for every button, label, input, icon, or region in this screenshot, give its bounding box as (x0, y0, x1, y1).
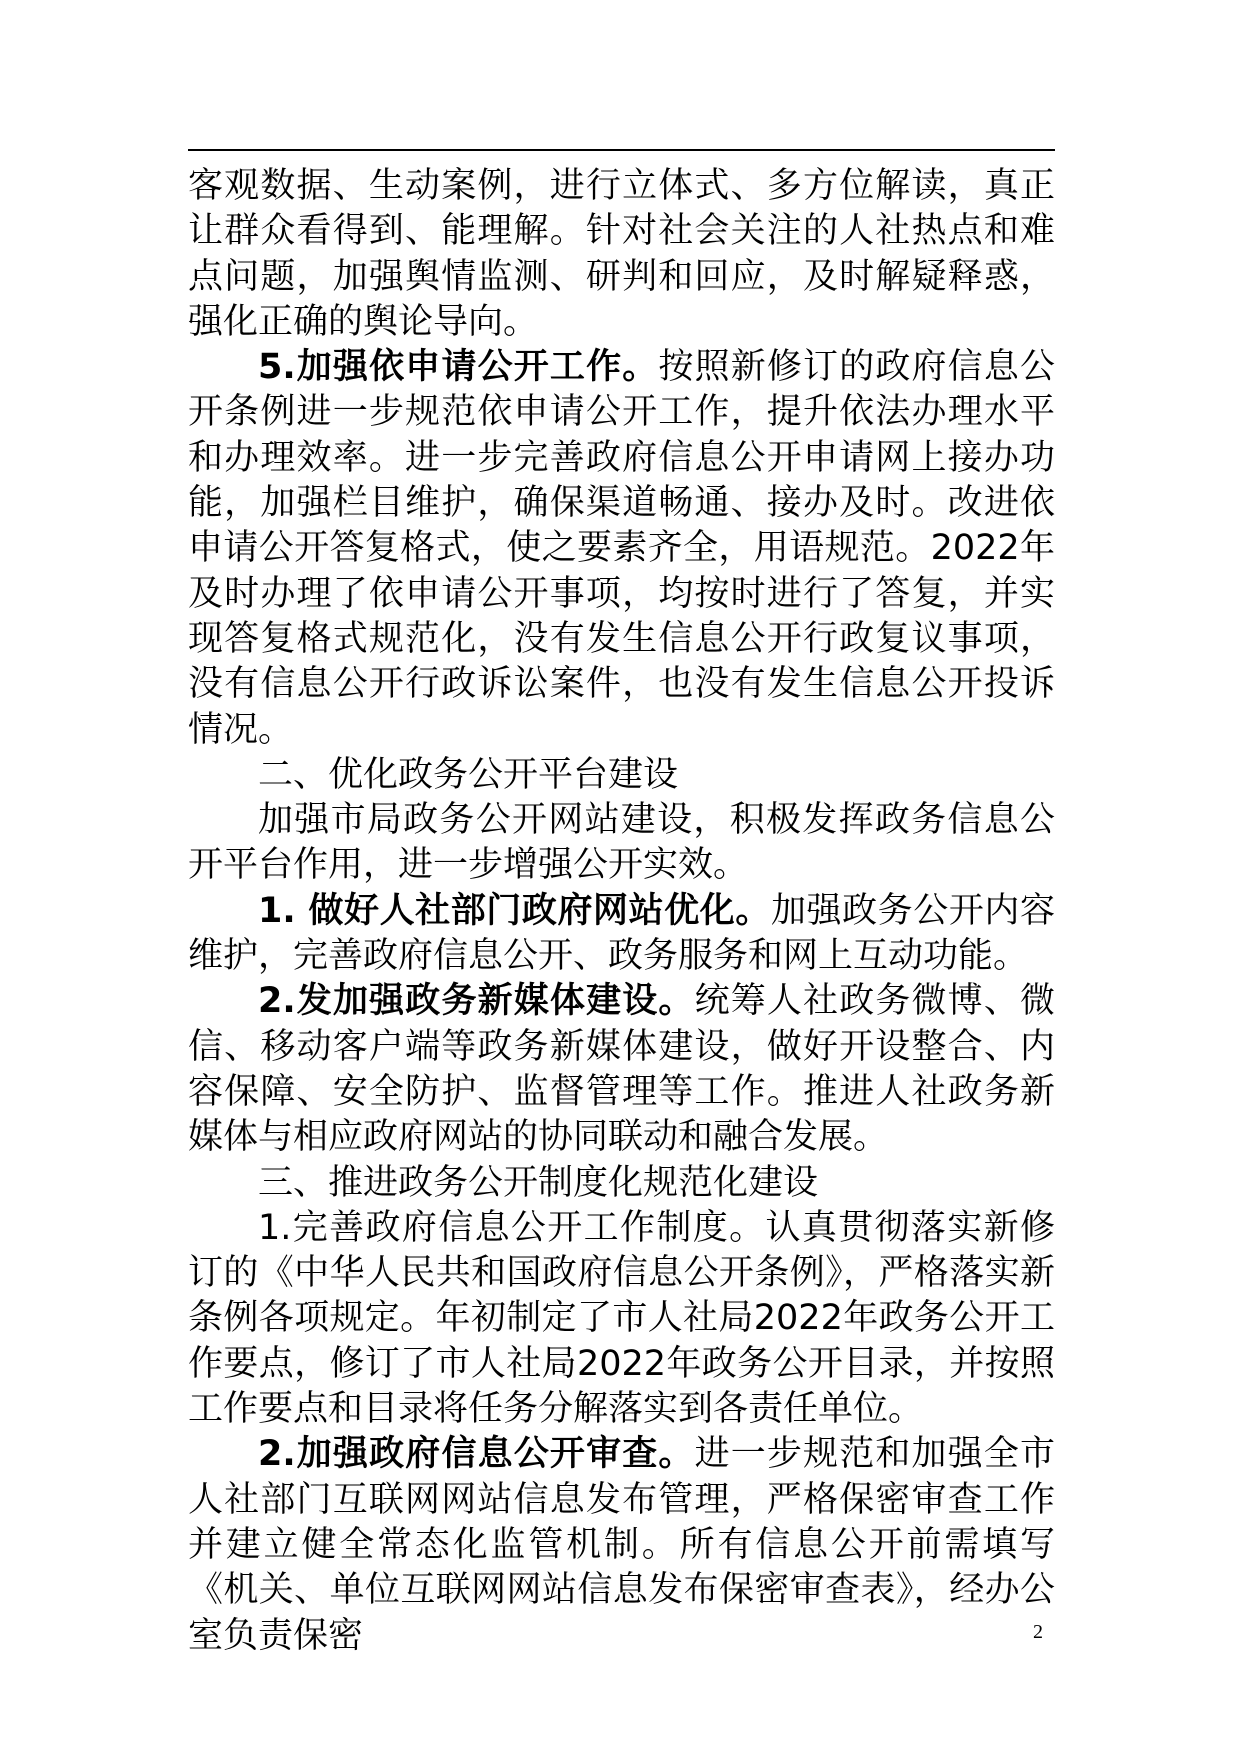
paragraph-6-text: 统筹人社政务微博、微信、移动客户端等政务新媒体建设，做好开设整合、内容保障、安全防护、监督管理等工作。推进人社政务新媒体与相应政府网站的协同联动和融合发展。 (188, 981, 1055, 1158)
paragraph-2-heading: 5.加强依申请公开工作。 (258, 347, 659, 388)
section-heading-3-text: 三、推进政务公开制度化规范化建设 (258, 1162, 819, 1203)
paragraph-4 (188, 798, 1055, 889)
paragraph-5-heading: 1. 做好人社部门政府网站优化。 (258, 890, 771, 931)
header-rule (188, 149, 1055, 151)
section-heading-2-text: 二、优化政务公开平台建设 (258, 754, 679, 795)
paragraph-2 (188, 345, 1055, 753)
paragraph-2-text: 按照新修订的政府信息公开条例进一步规范依申请公开工作，提升依法办理水平和办理效率。进一步完善政府信息公开申请网上接办功能，加强栏目维护，确保渠道畅通、接办及时。改进依申请公开答复格式，使之要素齐全，用语规范。2022年及时办理了依申请公开事项，均按时进行了答复，并实现答复格式规范化，没有发生信息公开行政复议事项，没有信息公开行政诉讼案件，也没有发生信息公开投诉情况。 (188, 347, 1055, 750)
paragraph-9-heading: 2.加强政府信息公开审查。 (258, 1434, 695, 1475)
paragraph-9 (188, 1432, 1055, 1658)
paragraph-9-text: 进一步规范和加强全市人社部门互联网网站信息发布管理，严格保密审查工作并建立健全常态化监管机制。所有信息公开前需填写《机关、单位互联网网站信息发布保密审查表》，经办公室负责保密 (188, 1434, 1055, 1656)
paragraph-4-text: 加强市局政务公开网站建设，积极发挥政务信息公开平台作用，进一步增强公开实效。 (188, 800, 1055, 886)
section-heading-2 (188, 753, 1055, 798)
paragraph-5 (188, 889, 1055, 980)
paragraph-8 (188, 1206, 1055, 1432)
paragraph-6 (188, 979, 1055, 1160)
page-number: 2 (1033, 1621, 1043, 1643)
paragraph-1-text: 客观数据、生动案例，进行立体式、多方位解读，真正让群众看得到、能理解。针对社会关注的人社热点和难点问题，加强舆情监测、研判和回应，及时解疑释惑，强化正确的舆论导向。 (188, 166, 1055, 342)
paragraph-6-heading: 2.发加强政务新媒体建设。 (258, 981, 695, 1022)
paragraph-5-text: 加强政务公开内容维护，完善政府信息公开、政务服务和网上互动功能。 (188, 890, 1055, 977)
paragraph-1 (188, 164, 1055, 345)
document-body (188, 164, 1055, 1659)
paragraph-8-text: 1.完善政府信息公开工作制度。认真贯彻落实新修订的《中华人民共和国政府信息公开条例》，严格落实新条例各项规定。年初制定了市人社局2022年政务公开工作要点，修订了市人社局2022年政务公开目录，并按照工作要点和目录将任务分解落实到各责任单位。 (188, 1207, 1055, 1430)
section-heading-3 (188, 1161, 1055, 1206)
